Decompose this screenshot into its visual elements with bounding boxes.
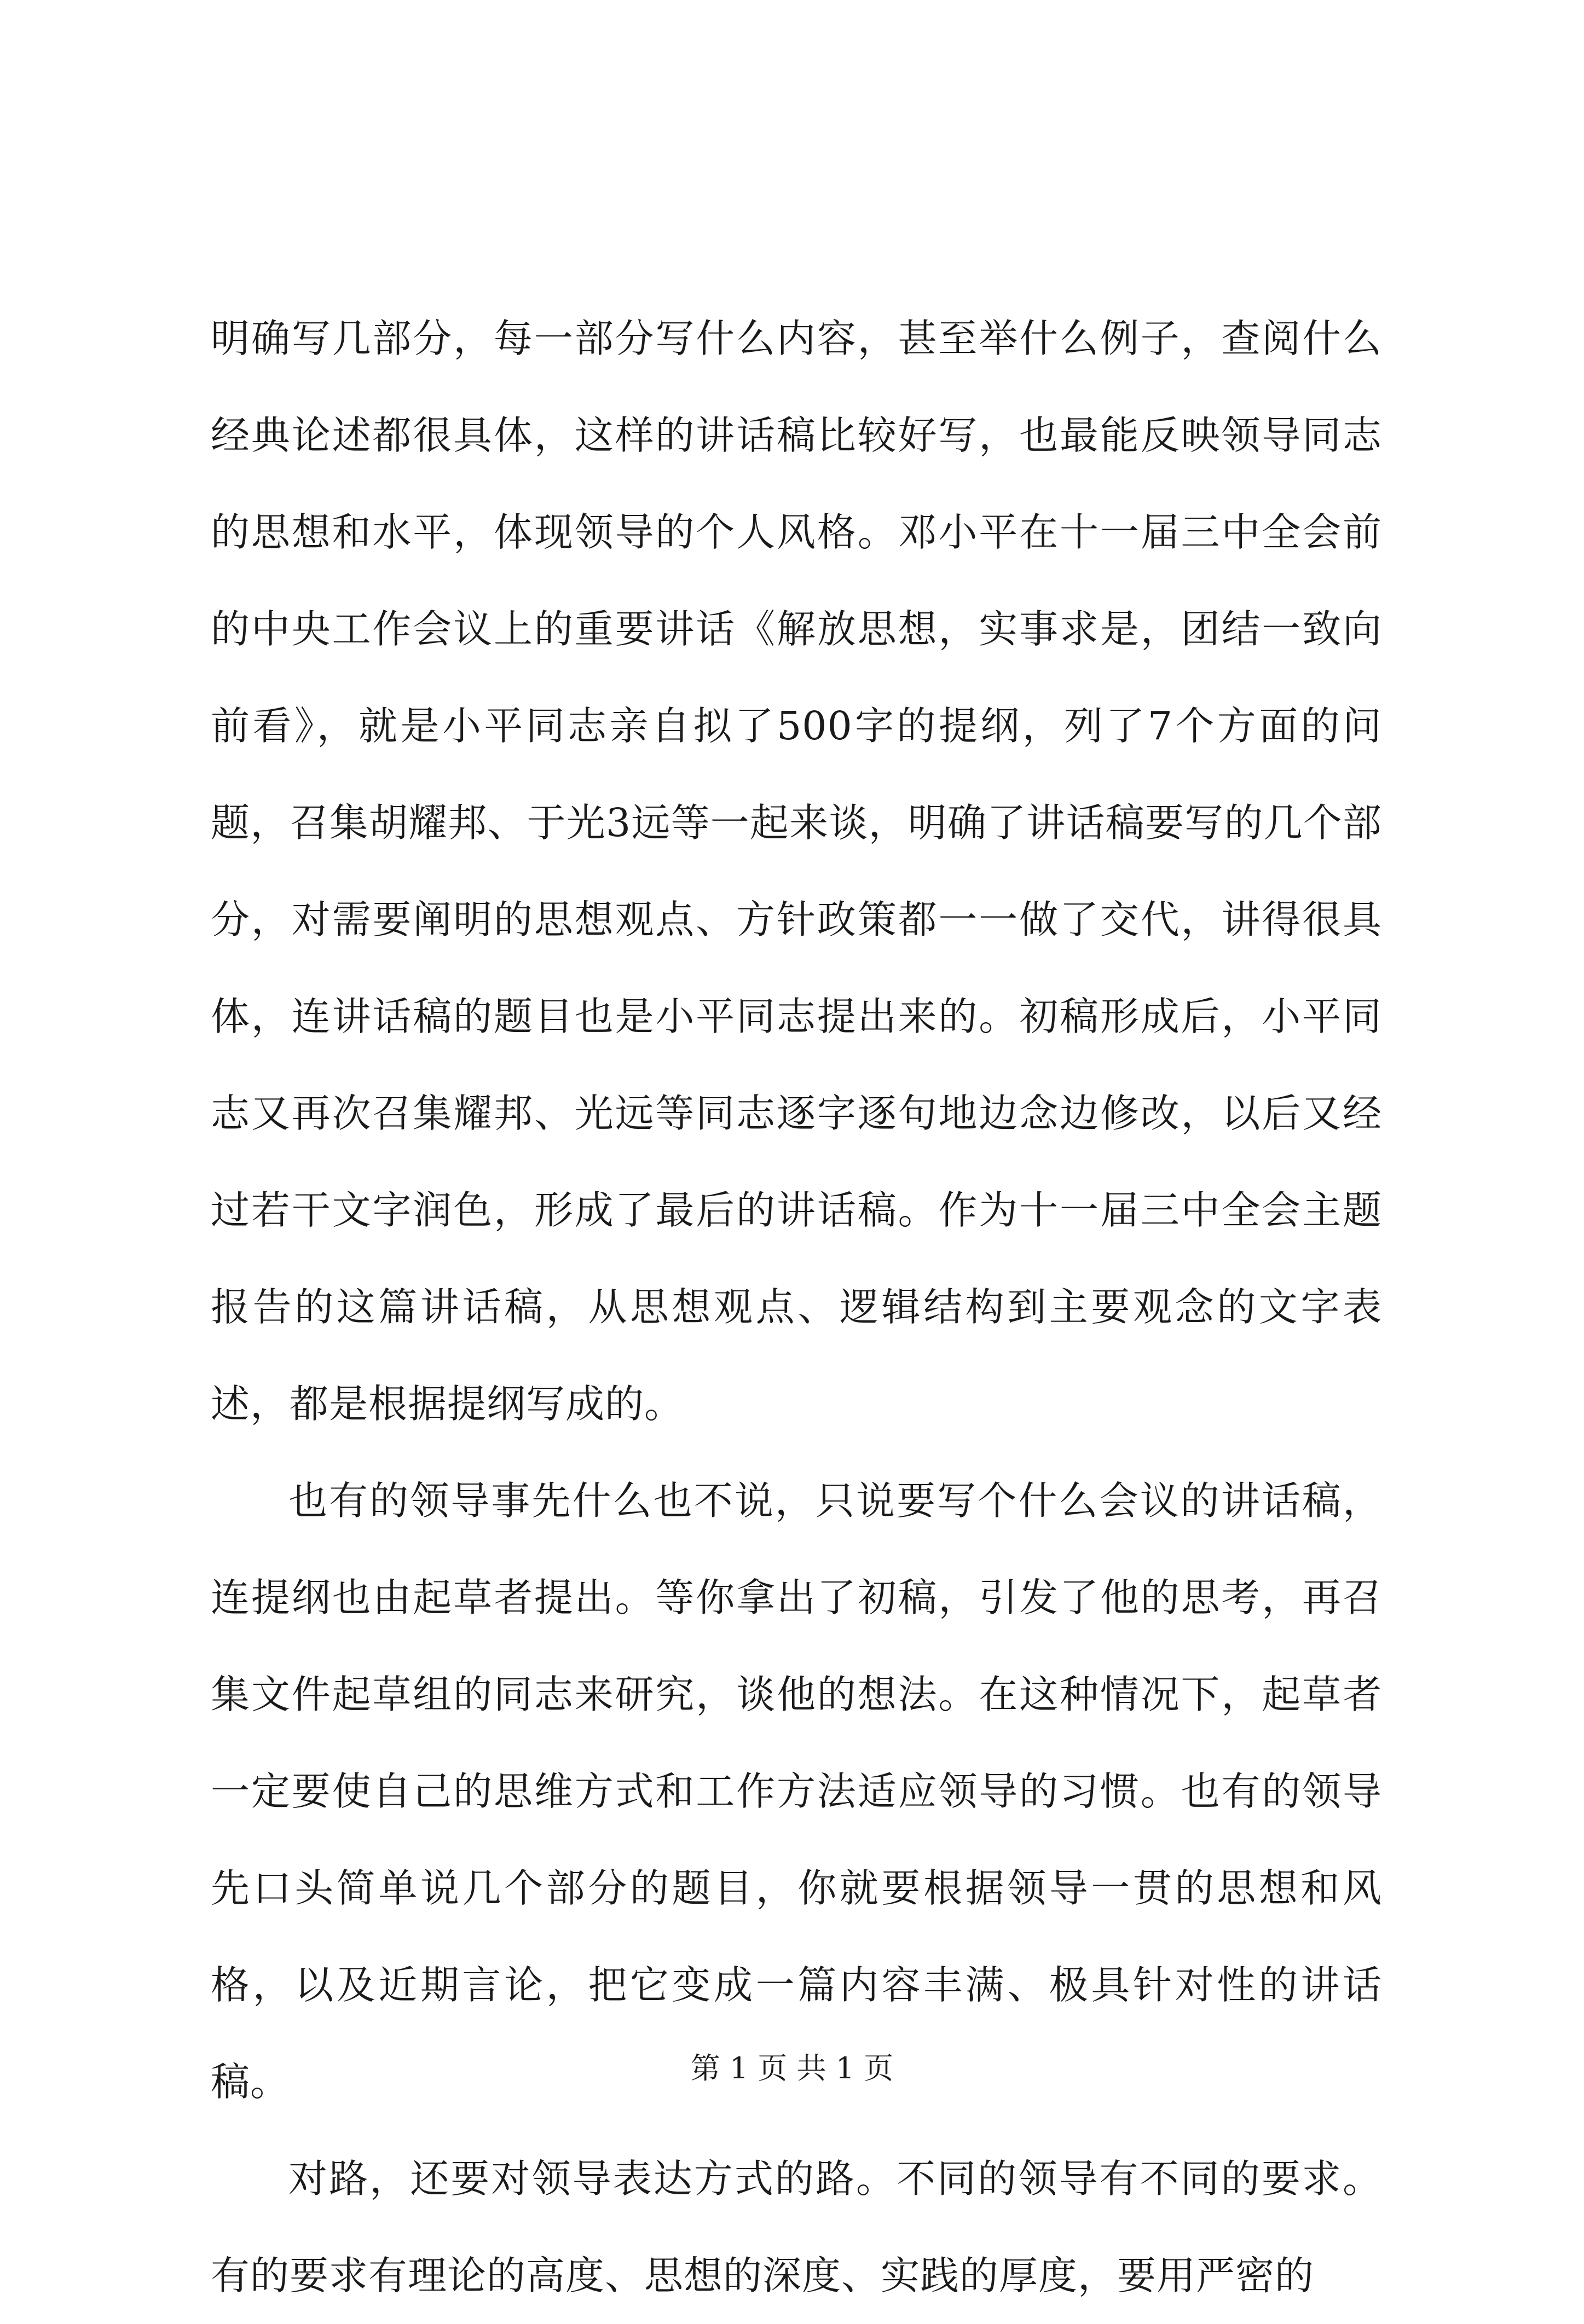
paragraph-1: 明确写几部分，每一部分写什么内容，甚至举什么例子，查阅什么经典论述都很具体，这样的讲话稿比较好写，也最能反映领导同志的思想和水平，体现领导的个人风格。邓小平在十一届三中全会前的中央工作会议上的重要讲话《解放思想，实事求是，团结一致向前看》，就是小平同志亲自拟了500字的提纲，列了7个方面的问题，召集胡耀邦、于光3远等一起来谈，明确了讲话稿要写的几个部分，对需要阐明的思想观点、方针政策都一一做了交代，讲得很具体，连讲话稿的题目也是小平同志提出来的。初稿形成后，小平同志又再次召集耀邦、光远等同志逐字逐句地边念边修改，以后又经过若干文字润色，形成了最后的讲话稿。作为十一届三中全会主题报告的这篇讲话稿，从思想观点、逻辑结构到主要观念的文字表述，都是根据提纲写成的。 (211, 316, 1382, 1427)
document-body (211, 290, 1382, 2324)
page-number-footer: 第 1 页 共 1 页 (690, 2051, 894, 2085)
paragraph-2: 也有的领导事先什么也不说，只说要写个什么会议的讲话稿，连提纲也由起草者提出。等你拿出了初稿，引发了他的思考，再召集文件起草组的同志来研究，谈他的想法。在这种情况下，起草者一定要使自己的思维方式和工作方法适应领导的习惯。也有的领导先口头简单说几个部分的题目，你就要根据领导一贯的思想和风格，以及近期言论，把它变成一篇内容丰满、极具针对性的讲话稿。 (211, 1478, 1382, 2105)
paragraph-3: 对路，还要对领导表达方式的路。不同的领导有不同的要求。有的要求有理论的高度、思想的深度、实践的厚度，要用严密的 (211, 2156, 1382, 2298)
